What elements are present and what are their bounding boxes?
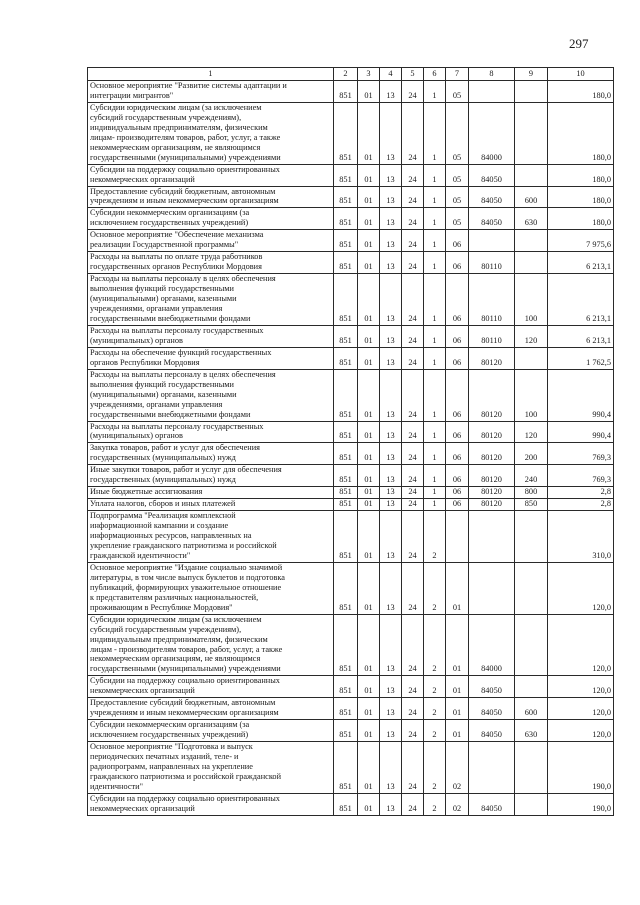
column-header: 6 <box>424 68 446 81</box>
item-name-cell: Расходы на выплаты персоналу государственных (муниципальных) органов <box>88 421 334 443</box>
program-code-cell: 24 <box>402 164 424 186</box>
program-code-cell: 24 <box>402 186 424 208</box>
direction-code-cell: 84050 <box>469 720 515 742</box>
ministry-code-cell: 851 <box>334 562 358 614</box>
direction-code-cell: 80110 <box>469 274 515 326</box>
ministry-code-cell: 851 <box>334 614 358 676</box>
subprogram-code-cell: 1 <box>424 421 446 443</box>
column-header: 5 <box>402 68 424 81</box>
expense-type-code-cell: 630 <box>515 208 548 230</box>
program-code-cell: 24 <box>402 487 424 499</box>
table-row <box>88 421 614 443</box>
table-row <box>88 465 614 487</box>
amount-cell: 7 975,6 <box>548 230 614 252</box>
table-row <box>88 676 614 698</box>
table-row <box>88 487 614 499</box>
section-code-cell: 01 <box>358 274 380 326</box>
event-code-cell: 06 <box>446 369 469 421</box>
item-name-cell: Закупка товаров, работ и услуг для обеспечения государственных (муниципальных) нужд <box>88 443 334 465</box>
amount-cell: 990,4 <box>548 369 614 421</box>
table-row <box>88 102 614 164</box>
event-code-cell: 06 <box>446 347 469 369</box>
ministry-code-cell: 851 <box>334 230 358 252</box>
direction-code-cell: 80120 <box>469 487 515 499</box>
program-code-cell: 24 <box>402 793 424 815</box>
item-name-cell: Расходы на выплаты персоналу в целях обеспечения выполнения функций государственными (муниципальными) органами, казенными учреждениями, органами управления государственными внебюджетными фондами <box>88 369 334 421</box>
ministry-code-cell: 851 <box>334 499 358 511</box>
event-code-cell: 06 <box>446 499 469 511</box>
item-name-cell: Основное мероприятие "Развитие системы адаптации и интеграции мигрантов" <box>88 81 334 103</box>
subprogram-code-cell: 2 <box>424 698 446 720</box>
item-name-cell: Предоставление субсидий бюджетным, автономным учреждениям и иным некоммерческим организациям <box>88 186 334 208</box>
subprogram-code-cell: 1 <box>424 347 446 369</box>
section-code-cell: 01 <box>358 720 380 742</box>
ministry-code-cell: 851 <box>334 676 358 698</box>
program-code-cell: 24 <box>402 676 424 698</box>
item-name-cell: Субсидии на поддержку социально ориентированных некоммерческих организаций <box>88 164 334 186</box>
subsection-code-cell: 13 <box>380 562 402 614</box>
direction-code-cell: 84050 <box>469 208 515 230</box>
ministry-code-cell: 851 <box>334 465 358 487</box>
event-code-cell: 05 <box>446 208 469 230</box>
amount-cell: 120,0 <box>548 676 614 698</box>
program-code-cell: 24 <box>402 325 424 347</box>
subprogram-code-cell: 1 <box>424 499 446 511</box>
subprogram-code-cell: 1 <box>424 274 446 326</box>
amount-cell: 2,8 <box>548 487 614 499</box>
subprogram-code-cell: 1 <box>424 252 446 274</box>
ministry-code-cell: 851 <box>334 720 358 742</box>
amount-cell: 180,0 <box>548 81 614 103</box>
ministry-code-cell: 851 <box>334 698 358 720</box>
subprogram-code-cell: 2 <box>424 720 446 742</box>
subprogram-code-cell: 1 <box>424 230 446 252</box>
expense-type-code-cell <box>515 742 548 794</box>
direction-code-cell: 84050 <box>469 164 515 186</box>
subsection-code-cell: 13 <box>380 102 402 164</box>
table-row <box>88 511 614 563</box>
expense-type-code-cell <box>515 102 548 164</box>
direction-code-cell: 80120 <box>469 443 515 465</box>
subsection-code-cell: 13 <box>380 274 402 326</box>
program-code-cell: 24 <box>402 742 424 794</box>
subprogram-code-cell: 1 <box>424 369 446 421</box>
subsection-code-cell: 13 <box>380 325 402 347</box>
subsection-code-cell: 13 <box>380 347 402 369</box>
subprogram-code-cell: 2 <box>424 742 446 794</box>
subsection-code-cell: 13 <box>380 614 402 676</box>
subsection-code-cell: 13 <box>380 698 402 720</box>
amount-cell: 190,0 <box>548 742 614 794</box>
program-code-cell: 24 <box>402 698 424 720</box>
expense-type-code-cell: 850 <box>515 499 548 511</box>
section-code-cell: 01 <box>358 102 380 164</box>
section-code-cell: 01 <box>358 81 380 103</box>
subprogram-code-cell: 1 <box>424 164 446 186</box>
expense-type-code-cell: 240 <box>515 465 548 487</box>
ministry-code-cell: 851 <box>334 487 358 499</box>
table-row <box>88 274 614 326</box>
amount-cell: 769,3 <box>548 443 614 465</box>
section-code-cell: 01 <box>358 186 380 208</box>
ministry-code-cell: 851 <box>334 252 358 274</box>
section-code-cell: 01 <box>358 793 380 815</box>
section-code-cell: 01 <box>358 742 380 794</box>
amount-cell: 180,0 <box>548 208 614 230</box>
item-name-cell: Основное мероприятие "Подготовка и выпуск периодических печатных изданий, теле- и радиопрограмм, направленных на укрепление гражданского патриотизма и российской гражданской идентичности" <box>88 742 334 794</box>
expense-type-code-cell <box>515 511 548 563</box>
section-code-cell: 01 <box>358 499 380 511</box>
subsection-code-cell: 13 <box>380 443 402 465</box>
item-name-cell: Субсидии некоммерческим организациям (за исключением государственных учреждений) <box>88 208 334 230</box>
ministry-code-cell: 851 <box>334 742 358 794</box>
table-row <box>88 81 614 103</box>
table-row <box>88 742 614 794</box>
amount-cell: 1 762,5 <box>548 347 614 369</box>
table-row <box>88 325 614 347</box>
program-code-cell: 24 <box>402 614 424 676</box>
subsection-code-cell: 13 <box>380 742 402 794</box>
ministry-code-cell: 851 <box>334 421 358 443</box>
subsection-code-cell: 13 <box>380 487 402 499</box>
subsection-code-cell: 13 <box>380 499 402 511</box>
subprogram-code-cell: 1 <box>424 325 446 347</box>
section-code-cell: 01 <box>358 465 380 487</box>
table-row <box>88 164 614 186</box>
amount-cell: 120,0 <box>548 698 614 720</box>
item-name-cell: Расходы на выплаты персоналу государственных (муниципальных) органов <box>88 325 334 347</box>
amount-cell: 990,4 <box>548 421 614 443</box>
expense-type-code-cell <box>515 793 548 815</box>
program-code-cell: 24 <box>402 274 424 326</box>
ministry-code-cell: 851 <box>334 274 358 326</box>
subsection-code-cell: 13 <box>380 369 402 421</box>
amount-cell: 190,0 <box>548 793 614 815</box>
section-code-cell: 01 <box>358 443 380 465</box>
amount-cell: 6 213,1 <box>548 325 614 347</box>
amount-cell: 120,0 <box>548 720 614 742</box>
column-header: 10 <box>548 68 614 81</box>
expense-type-code-cell: 800 <box>515 487 548 499</box>
direction-code-cell: 80120 <box>469 421 515 443</box>
event-code-cell: 01 <box>446 698 469 720</box>
column-header: 8 <box>469 68 515 81</box>
item-name-cell: Предоставление субсидий бюджетным, автономным учреждениям и иным некоммерческим организациям <box>88 698 334 720</box>
expense-type-code-cell: 100 <box>515 274 548 326</box>
item-name-cell: Иные бюджетные ассигнования <box>88 487 334 499</box>
program-code-cell: 24 <box>402 208 424 230</box>
table-row <box>88 499 614 511</box>
direction-code-cell <box>469 562 515 614</box>
expense-type-code-cell: 100 <box>515 369 548 421</box>
ministry-code-cell: 851 <box>334 208 358 230</box>
section-code-cell: 01 <box>358 230 380 252</box>
subsection-code-cell: 13 <box>380 720 402 742</box>
ministry-code-cell: 851 <box>334 102 358 164</box>
table-row <box>88 369 614 421</box>
program-code-cell: 24 <box>402 720 424 742</box>
program-code-cell: 24 <box>402 511 424 563</box>
direction-code-cell <box>469 511 515 563</box>
direction-code-cell: 80120 <box>469 347 515 369</box>
section-code-cell: 01 <box>358 325 380 347</box>
program-code-cell: 24 <box>402 252 424 274</box>
column-header: 2 <box>334 68 358 81</box>
expense-type-code-cell: 630 <box>515 720 548 742</box>
event-code-cell: 06 <box>446 252 469 274</box>
subprogram-code-cell: 1 <box>424 487 446 499</box>
direction-code-cell: 84050 <box>469 793 515 815</box>
section-code-cell: 01 <box>358 487 380 499</box>
section-code-cell: 01 <box>358 676 380 698</box>
item-name-cell: Субсидии юридическим лицам (за исключением субсидий государственным учреждениям), индивидуальным предпринимателям, физическим лицам- производителям товаров, работ, услуг, а также некоммерческим организациям, не являющимся государственными (муниципальными) учреждениями <box>88 102 334 164</box>
expense-type-code-cell: 120 <box>515 325 548 347</box>
amount-cell: 120,0 <box>548 562 614 614</box>
program-code-cell: 24 <box>402 421 424 443</box>
expense-type-code-cell <box>515 614 548 676</box>
table-row <box>88 230 614 252</box>
expense-type-code-cell <box>515 252 548 274</box>
expense-type-code-cell <box>515 230 548 252</box>
program-code-cell: 24 <box>402 499 424 511</box>
subsection-code-cell: 13 <box>380 252 402 274</box>
budget-table <box>87 67 614 816</box>
event-code-cell: 06 <box>446 421 469 443</box>
section-code-cell: 01 <box>358 511 380 563</box>
expense-type-code-cell <box>515 347 548 369</box>
subsection-code-cell: 13 <box>380 511 402 563</box>
item-name-cell: Основное мероприятие "Обеспечение механизма реализации Государственной программы" <box>88 230 334 252</box>
subprogram-code-cell: 2 <box>424 562 446 614</box>
column-header: 7 <box>446 68 469 81</box>
subprogram-code-cell: 1 <box>424 186 446 208</box>
event-code-cell: 05 <box>446 81 469 103</box>
item-name-cell: Расходы на выплаты персоналу в целях обеспечения выполнения функций государственными (муниципальными) органами, казенными учреждениями, органами управления государственными внебюджетными фондами <box>88 274 334 326</box>
item-name-cell: Уплата налогов, сборов и иных платежей <box>88 499 334 511</box>
table-row <box>88 698 614 720</box>
direction-code-cell: 80120 <box>469 465 515 487</box>
program-code-cell: 24 <box>402 230 424 252</box>
expense-type-code-cell <box>515 562 548 614</box>
item-name-cell: Субсидии некоммерческим организациям (за исключением государственных учреждений) <box>88 720 334 742</box>
program-code-cell: 24 <box>402 562 424 614</box>
section-code-cell: 01 <box>358 208 380 230</box>
ministry-code-cell: 851 <box>334 81 358 103</box>
direction-code-cell: 84000 <box>469 102 515 164</box>
subprogram-code-cell: 1 <box>424 208 446 230</box>
section-code-cell: 01 <box>358 614 380 676</box>
expense-type-code-cell <box>515 81 548 103</box>
item-name-cell: Подпрограмма "Реализация комплексной информационной кампании и создание информационных ресурсов, направленных на укрепление гражданского патриотизма и российской гражданской идентичности" <box>88 511 334 563</box>
table-row <box>88 793 614 815</box>
subprogram-code-cell: 1 <box>424 102 446 164</box>
ministry-code-cell: 851 <box>334 369 358 421</box>
amount-cell: 310,0 <box>548 511 614 563</box>
direction-code-cell: 84000 <box>469 614 515 676</box>
ministry-code-cell: 851 <box>334 511 358 563</box>
subprogram-code-cell: 1 <box>424 81 446 103</box>
direction-code-cell: 84050 <box>469 698 515 720</box>
subsection-code-cell: 13 <box>380 465 402 487</box>
expense-type-code-cell: 600 <box>515 186 548 208</box>
column-header: 9 <box>515 68 548 81</box>
column-header: 3 <box>358 68 380 81</box>
section-code-cell: 01 <box>358 164 380 186</box>
table-row <box>88 252 614 274</box>
event-code-cell: 01 <box>446 720 469 742</box>
direction-code-cell: 80120 <box>469 369 515 421</box>
program-code-cell: 24 <box>402 369 424 421</box>
event-code-cell <box>446 511 469 563</box>
amount-cell: 180,0 <box>548 186 614 208</box>
amount-cell: 180,0 <box>548 164 614 186</box>
event-code-cell: 01 <box>446 676 469 698</box>
subprogram-code-cell: 2 <box>424 676 446 698</box>
direction-code-cell: 80110 <box>469 252 515 274</box>
subprogram-code-cell: 1 <box>424 443 446 465</box>
expense-type-code-cell: 600 <box>515 698 548 720</box>
expense-type-code-cell <box>515 164 548 186</box>
ministry-code-cell: 851 <box>334 164 358 186</box>
column-header: 1 <box>88 68 334 81</box>
event-code-cell: 01 <box>446 562 469 614</box>
ministry-code-cell: 851 <box>334 443 358 465</box>
ministry-code-cell: 851 <box>334 347 358 369</box>
direction-code-cell: 80120 <box>469 499 515 511</box>
event-code-cell: 02 <box>446 793 469 815</box>
ministry-code-cell: 851 <box>334 325 358 347</box>
section-code-cell: 01 <box>358 252 380 274</box>
amount-cell: 2,8 <box>548 499 614 511</box>
direction-code-cell: 80110 <box>469 325 515 347</box>
table-row <box>88 443 614 465</box>
program-code-cell: 24 <box>402 443 424 465</box>
item-name-cell: Расходы на обеспечение функций государственных органов Республики Мордовия <box>88 347 334 369</box>
subsection-code-cell: 13 <box>380 230 402 252</box>
event-code-cell: 01 <box>446 614 469 676</box>
event-code-cell: 06 <box>446 274 469 326</box>
direction-code-cell: 84050 <box>469 186 515 208</box>
table-row <box>88 720 614 742</box>
program-code-cell: 24 <box>402 81 424 103</box>
subprogram-code-cell: 2 <box>424 614 446 676</box>
program-code-cell: 24 <box>402 347 424 369</box>
direction-code-cell <box>469 742 515 794</box>
item-name-cell: Субсидии на поддержку социально ориентированных некоммерческих организаций <box>88 793 334 815</box>
event-code-cell: 06 <box>446 465 469 487</box>
amount-cell: 6 213,1 <box>548 274 614 326</box>
event-code-cell: 05 <box>446 164 469 186</box>
subsection-code-cell: 13 <box>380 81 402 103</box>
direction-code-cell <box>469 81 515 103</box>
subsection-code-cell: 13 <box>380 421 402 443</box>
table-header-row <box>88 68 614 81</box>
section-code-cell: 01 <box>358 562 380 614</box>
amount-cell: 180,0 <box>548 102 614 164</box>
expense-type-code-cell <box>515 676 548 698</box>
direction-code-cell: 84050 <box>469 676 515 698</box>
expense-type-code-cell: 120 <box>515 421 548 443</box>
event-code-cell: 06 <box>446 443 469 465</box>
table-row <box>88 614 614 676</box>
subsection-code-cell: 13 <box>380 186 402 208</box>
amount-cell: 6 213,1 <box>548 252 614 274</box>
subsection-code-cell: 13 <box>380 793 402 815</box>
item-name-cell: Основное мероприятие "Издание социально значимой литературы, в том числе выпуск буклетов и подготовка публикаций, формирующих уважительное отношение к представителям различных национальностей, проживающим в Республике Мордовия" <box>88 562 334 614</box>
expense-type-code-cell: 200 <box>515 443 548 465</box>
event-code-cell: 06 <box>446 230 469 252</box>
column-header: 4 <box>380 68 402 81</box>
section-code-cell: 01 <box>358 421 380 443</box>
table-row <box>88 347 614 369</box>
table-row <box>88 562 614 614</box>
table-row <box>88 186 614 208</box>
subsection-code-cell: 13 <box>380 164 402 186</box>
subsection-code-cell: 13 <box>380 208 402 230</box>
ministry-code-cell: 851 <box>334 186 358 208</box>
section-code-cell: 01 <box>358 347 380 369</box>
section-code-cell: 01 <box>358 369 380 421</box>
item-name-cell: Расходы на выплаты по оплате труда работников государственных органов Республики Мордовия <box>88 252 334 274</box>
subsection-code-cell: 13 <box>380 676 402 698</box>
subprogram-code-cell: 2 <box>424 511 446 563</box>
event-code-cell: 05 <box>446 102 469 164</box>
program-code-cell: 24 <box>402 102 424 164</box>
amount-cell: 769,3 <box>548 465 614 487</box>
page-number: 297 <box>569 36 589 51</box>
ministry-code-cell: 851 <box>334 793 358 815</box>
event-code-cell: 02 <box>446 742 469 794</box>
table-row <box>88 208 614 230</box>
event-code-cell: 06 <box>446 325 469 347</box>
program-code-cell: 24 <box>402 465 424 487</box>
subprogram-code-cell: 2 <box>424 793 446 815</box>
item-name-cell: Субсидии юридическим лицам (за исключением субсидий государственным учреждениям), индивидуальным предпринимателям, физическим лицам - производителям товаров, работ, услуг, а также некоммерческим организациям, не являющимся государственными (муниципальными) учреждениями <box>88 614 334 676</box>
item-name-cell: Иные закупки товаров, работ и услуг для обеспечения государственных (муниципальных) нужд <box>88 465 334 487</box>
amount-cell: 120,0 <box>548 614 614 676</box>
event-code-cell: 06 <box>446 487 469 499</box>
subprogram-code-cell: 1 <box>424 465 446 487</box>
event-code-cell: 05 <box>446 186 469 208</box>
section-code-cell: 01 <box>358 698 380 720</box>
item-name-cell: Субсидии на поддержку социально ориентированных некоммерческих организаций <box>88 676 334 698</box>
direction-code-cell <box>469 230 515 252</box>
